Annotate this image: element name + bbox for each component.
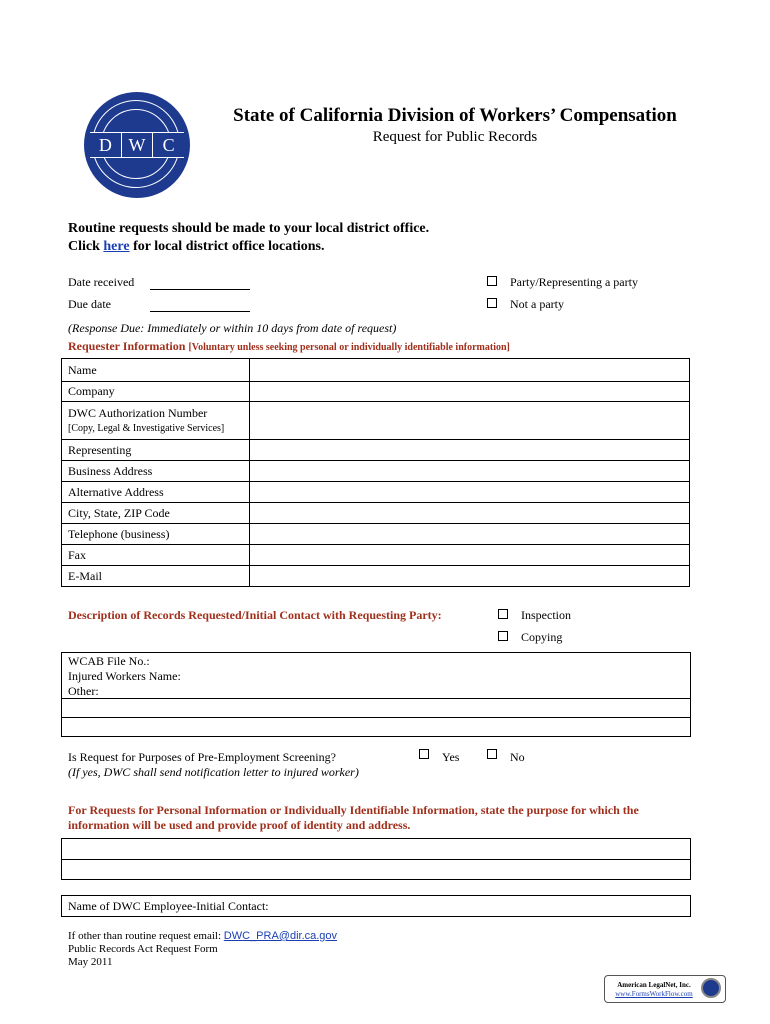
table-row xyxy=(62,566,690,587)
description-divider xyxy=(62,698,690,699)
table-row xyxy=(62,402,690,440)
purpose-box[interactable] xyxy=(61,838,691,880)
page-title: State of California Division of Workers’ Compensation xyxy=(233,105,677,126)
dwc-seal-logo xyxy=(84,92,190,198)
globe-icon xyxy=(701,978,721,998)
routine-line-2 xyxy=(68,238,429,256)
response-note: (Response Due: Immediately or within 10 days from date of request) xyxy=(68,321,397,335)
email-link[interactable]: DWC_PRA@dir.ca.gov xyxy=(223,930,338,942)
copying-label: Copying xyxy=(521,630,563,644)
seal-band xyxy=(90,132,184,158)
routine-line-2-rest: for local district office locations. xyxy=(133,239,325,254)
row-label-company: Company xyxy=(62,382,250,402)
other-email-text: If other than routine request email: xyxy=(68,930,222,942)
dwc-auth-note: [Copy, Legal & Investigative Services] xyxy=(68,422,225,434)
no-label: No xyxy=(510,750,525,764)
seal-letter: W xyxy=(122,133,154,157)
logo-text xyxy=(610,981,698,999)
form-name: Public Records Act Request Form xyxy=(68,943,218,955)
description-box[interactable] xyxy=(61,652,691,737)
row-label-fax: Fax xyxy=(62,545,250,566)
row-label-alt-address: Alternative Address xyxy=(62,482,250,503)
preemployment-question: Is Request for Purposes of Pre-Employment Screening? xyxy=(68,750,336,764)
requester-heading-note: [Voluntary unless seeking personal or individually identifiable information] xyxy=(188,342,510,353)
email-input[interactable] xyxy=(250,566,690,587)
description-lines xyxy=(68,654,181,699)
requester-heading xyxy=(68,339,510,354)
date-received-field[interactable] xyxy=(150,279,250,290)
description-heading: Description of Records Requested/Initial Contact with Requesting Party: xyxy=(68,608,442,622)
district-office-link[interactable]: here xyxy=(103,239,130,254)
seal-letter: D xyxy=(90,133,122,157)
purpose-divider xyxy=(62,859,690,860)
description-divider xyxy=(62,717,690,718)
inspection-label: Inspection xyxy=(521,608,571,622)
not-party-checkbox[interactable] xyxy=(487,298,497,308)
table-row xyxy=(62,524,690,545)
row-label-name: Name xyxy=(62,359,250,382)
preemployment-note: (If yes, DWC shall send notification letter to injured worker) xyxy=(68,765,359,779)
telephone-input[interactable] xyxy=(250,524,690,545)
table-row xyxy=(62,359,690,382)
form-date: May 2011 xyxy=(68,956,113,968)
alt-address-input[interactable] xyxy=(250,482,690,503)
copying-checkbox[interactable] xyxy=(498,631,508,641)
employee-box[interactable] xyxy=(61,895,691,917)
business-address-input[interactable] xyxy=(250,461,690,482)
inspection-checkbox[interactable] xyxy=(498,609,508,619)
logo-line-1: American LegalNet, Inc. xyxy=(617,981,691,989)
wcab-label: WCAB File No.: xyxy=(68,654,150,668)
not-party-label: Not a party xyxy=(510,297,564,311)
injured-label: Injured Workers Name: xyxy=(68,669,181,683)
requester-heading-text: Requester Information xyxy=(68,339,186,353)
due-date-label: Due date xyxy=(68,297,111,311)
company-input[interactable] xyxy=(250,382,690,402)
party-checkbox[interactable] xyxy=(487,276,497,286)
party-label: Party/Representing a party xyxy=(510,275,638,289)
row-label-dwc-auth xyxy=(62,402,250,440)
date-received-label: Date received xyxy=(68,275,135,289)
row-label-email: E-Mail xyxy=(62,566,250,587)
no-checkbox[interactable] xyxy=(487,749,497,759)
dwc-auth-input[interactable] xyxy=(250,402,690,440)
row-label-representing: Representing xyxy=(62,440,250,461)
routine-notice xyxy=(68,220,429,256)
seal-letter: C xyxy=(162,135,175,155)
click-text: Click xyxy=(68,239,100,254)
row-label-business-address: Business Address xyxy=(62,461,250,482)
table-row xyxy=(62,503,690,524)
table-row xyxy=(62,440,690,461)
fax-input[interactable] xyxy=(250,545,690,566)
city-state-zip-input[interactable] xyxy=(250,503,690,524)
personal-info-heading xyxy=(68,803,639,833)
american-legalnet-logo xyxy=(604,975,726,1003)
representing-input[interactable] xyxy=(250,440,690,461)
table-row xyxy=(62,482,690,503)
logo-line-2[interactable]: www.FormsWorkFlow.com xyxy=(615,990,693,998)
page-subtitle: Request for Public Records xyxy=(372,129,538,145)
routine-line-1: Routine requests should be made to your local district office. xyxy=(68,221,430,236)
personal-line-1: For Requests for Personal Information or Individually Identifiable Information, state the purpose for which the xyxy=(68,803,639,817)
footer-email-line xyxy=(68,930,337,943)
other-label: Other: xyxy=(68,684,99,698)
due-date-field[interactable] xyxy=(150,301,250,312)
footer xyxy=(68,930,337,969)
table-row xyxy=(62,382,690,402)
requester-table xyxy=(61,358,690,587)
row-label-telephone: Telephone (business) xyxy=(62,524,250,545)
yes-label: Yes xyxy=(442,750,460,764)
name-input[interactable] xyxy=(250,359,690,382)
personal-line-2: information will be used and provide proof of identity and address. xyxy=(68,818,411,832)
table-row xyxy=(62,461,690,482)
row-label-city-state-zip: City, State, ZIP Code xyxy=(62,503,250,524)
table-row xyxy=(62,545,690,566)
dwc-auth-label: DWC Authorization Number xyxy=(68,405,208,420)
employee-label: Name of DWC Employee-Initial Contact: xyxy=(68,899,269,913)
yes-checkbox[interactable] xyxy=(419,749,429,759)
